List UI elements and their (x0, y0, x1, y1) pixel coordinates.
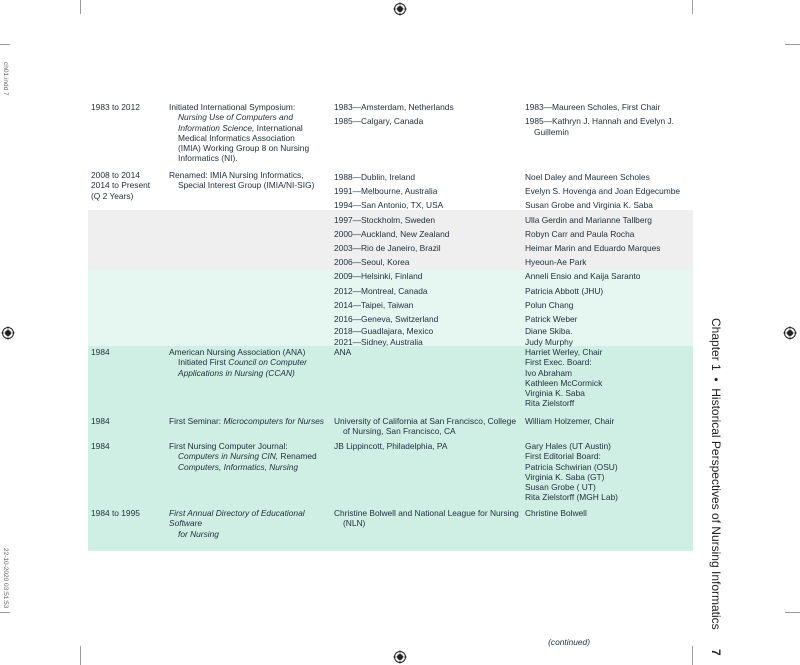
table-cell-location: 1983—Amsterdam, Netherlands 1985—Calgary, Canada (334, 102, 454, 127)
crop-mark (785, 44, 800, 45)
table-cell-people: Gary Hales (UT Austin) First Editorial Board: Patricia Schwirian (OSU) Virginia K. Saba (GT) Susan Grobe ( UT) Rita Zielstorff (MGH Lab) (525, 441, 618, 503)
table-cell-year: 1984 to 1995 (91, 508, 140, 518)
table-cell-event: Initiated International Symposium: Nursing Use of Computers and Information Science, International Medical Informatics Association (IMIA) Working Group 8 on Nursing Informatics (NI). (169, 102, 310, 164)
table-cell-location: ANA (334, 347, 352, 357)
table-cell-people: William Holzemer, Chair (525, 416, 615, 426)
crop-mark (0, 612, 10, 613)
slug-filename: ch01.indd 7 (2, 62, 9, 96)
running-head (709, 318, 723, 656)
table-cell-event: Renamed: IMIA Nursing Informatics, Special Interest Group (IMIA/NI-SIG) (169, 170, 315, 191)
table-cell-event: First Seminar: Microcomputers for Nurses (169, 416, 324, 426)
table-cell-people: Noel Daley and Maureen Scholes Evelyn S. Hovenga and Joan Edgecumbe Susan Grobe and Virginia K. Saba Ulla Gerdin and Marianne Tallberg Robyn Carr and Paula Rocha Heimar Marin and Eduardo Marques Hyeoun-Ae Park Anneli Ensio and Kaija Saranto Patricia Abbott (JHU) Polun Chang Patrick Weber Diane Skiba. Judy Murphy (525, 172, 681, 347)
table-cell-people: Harriet Werley, Chair First Exec. Board: Ivo Abraham Kathleen McCormick Virginia K. Saba Rita Zielstorff (525, 347, 603, 409)
table-cell-location: 1988—Dublin, Ireland 1991—Melbourne, Australia 1994—San Antonio, TX, USA 1997—Stockholm, Sweden 2000—Auckland, New Zealand 2003—Rio de Janeiro, Brazil 2006—Seoul, Korea 2009—Helsinki, Finland 2012—Montreal, Canada 2014—Taipei, Taiwan 2016—Geneva, Switzerland 2018—Guadlajara, Mexico 2021—Sidney, Australia (334, 172, 450, 347)
table-cell-event: First Annual Directory of Educational Software for Nursing (169, 508, 305, 539)
table-cell-people: 1983—Maureen Scholes, First Chair 1985—Kathryn J. Hannah and Evelyn J. Guillemin (525, 102, 674, 137)
table-cell-location: JB Lippincott, Philadelphia, PA (334, 441, 448, 451)
table-cell-year: 1983 to 2012 (91, 102, 140, 112)
crop-mark (692, 0, 693, 14)
registration-mark-icon (393, 650, 407, 664)
table-cell-year: 2008 to 2014 2014 to Present (Q 2 Years) (91, 170, 151, 201)
page-number: 7 (709, 649, 723, 656)
slug-date: 22-10-2020 03:51:53 (2, 548, 9, 609)
table-cell-event: American Nursing Association (ANA) Initiated First Council on Computer Applications in Nursing (CCAN) (169, 347, 307, 378)
chapter-label: Chapter 1 (709, 318, 723, 371)
crop-mark (692, 646, 693, 665)
separator: • (709, 374, 723, 389)
crop-mark (785, 612, 800, 613)
table-cell-year: 1984 (91, 441, 110, 451)
crop-mark (80, 646, 81, 665)
crop-mark (80, 0, 81, 14)
registration-mark-icon (783, 326, 797, 340)
table-cell-year: 1984 (91, 347, 110, 357)
table-cell-people: Christine Bolwell (525, 508, 587, 518)
registration-mark-icon (1, 326, 15, 340)
chapter-title: Historical Perspectives of Nursing Informatics (709, 388, 723, 630)
table-cell-location: University of California at San Francisco, College of Nursing, San Francisco, CA (334, 416, 517, 437)
table-cell-location: Christine Bolwell and National League for Nursing (NLN) (334, 508, 519, 529)
table-cell-year: 1984 (91, 416, 110, 426)
table-cell-event: First Nursing Computer Journal: Computers in Nursing CIN, Renamed Computers, Informatics, Nursing (169, 441, 317, 472)
crop-mark (0, 44, 10, 45)
registration-mark-icon (393, 2, 407, 16)
continued-note: (continued) (548, 637, 590, 647)
